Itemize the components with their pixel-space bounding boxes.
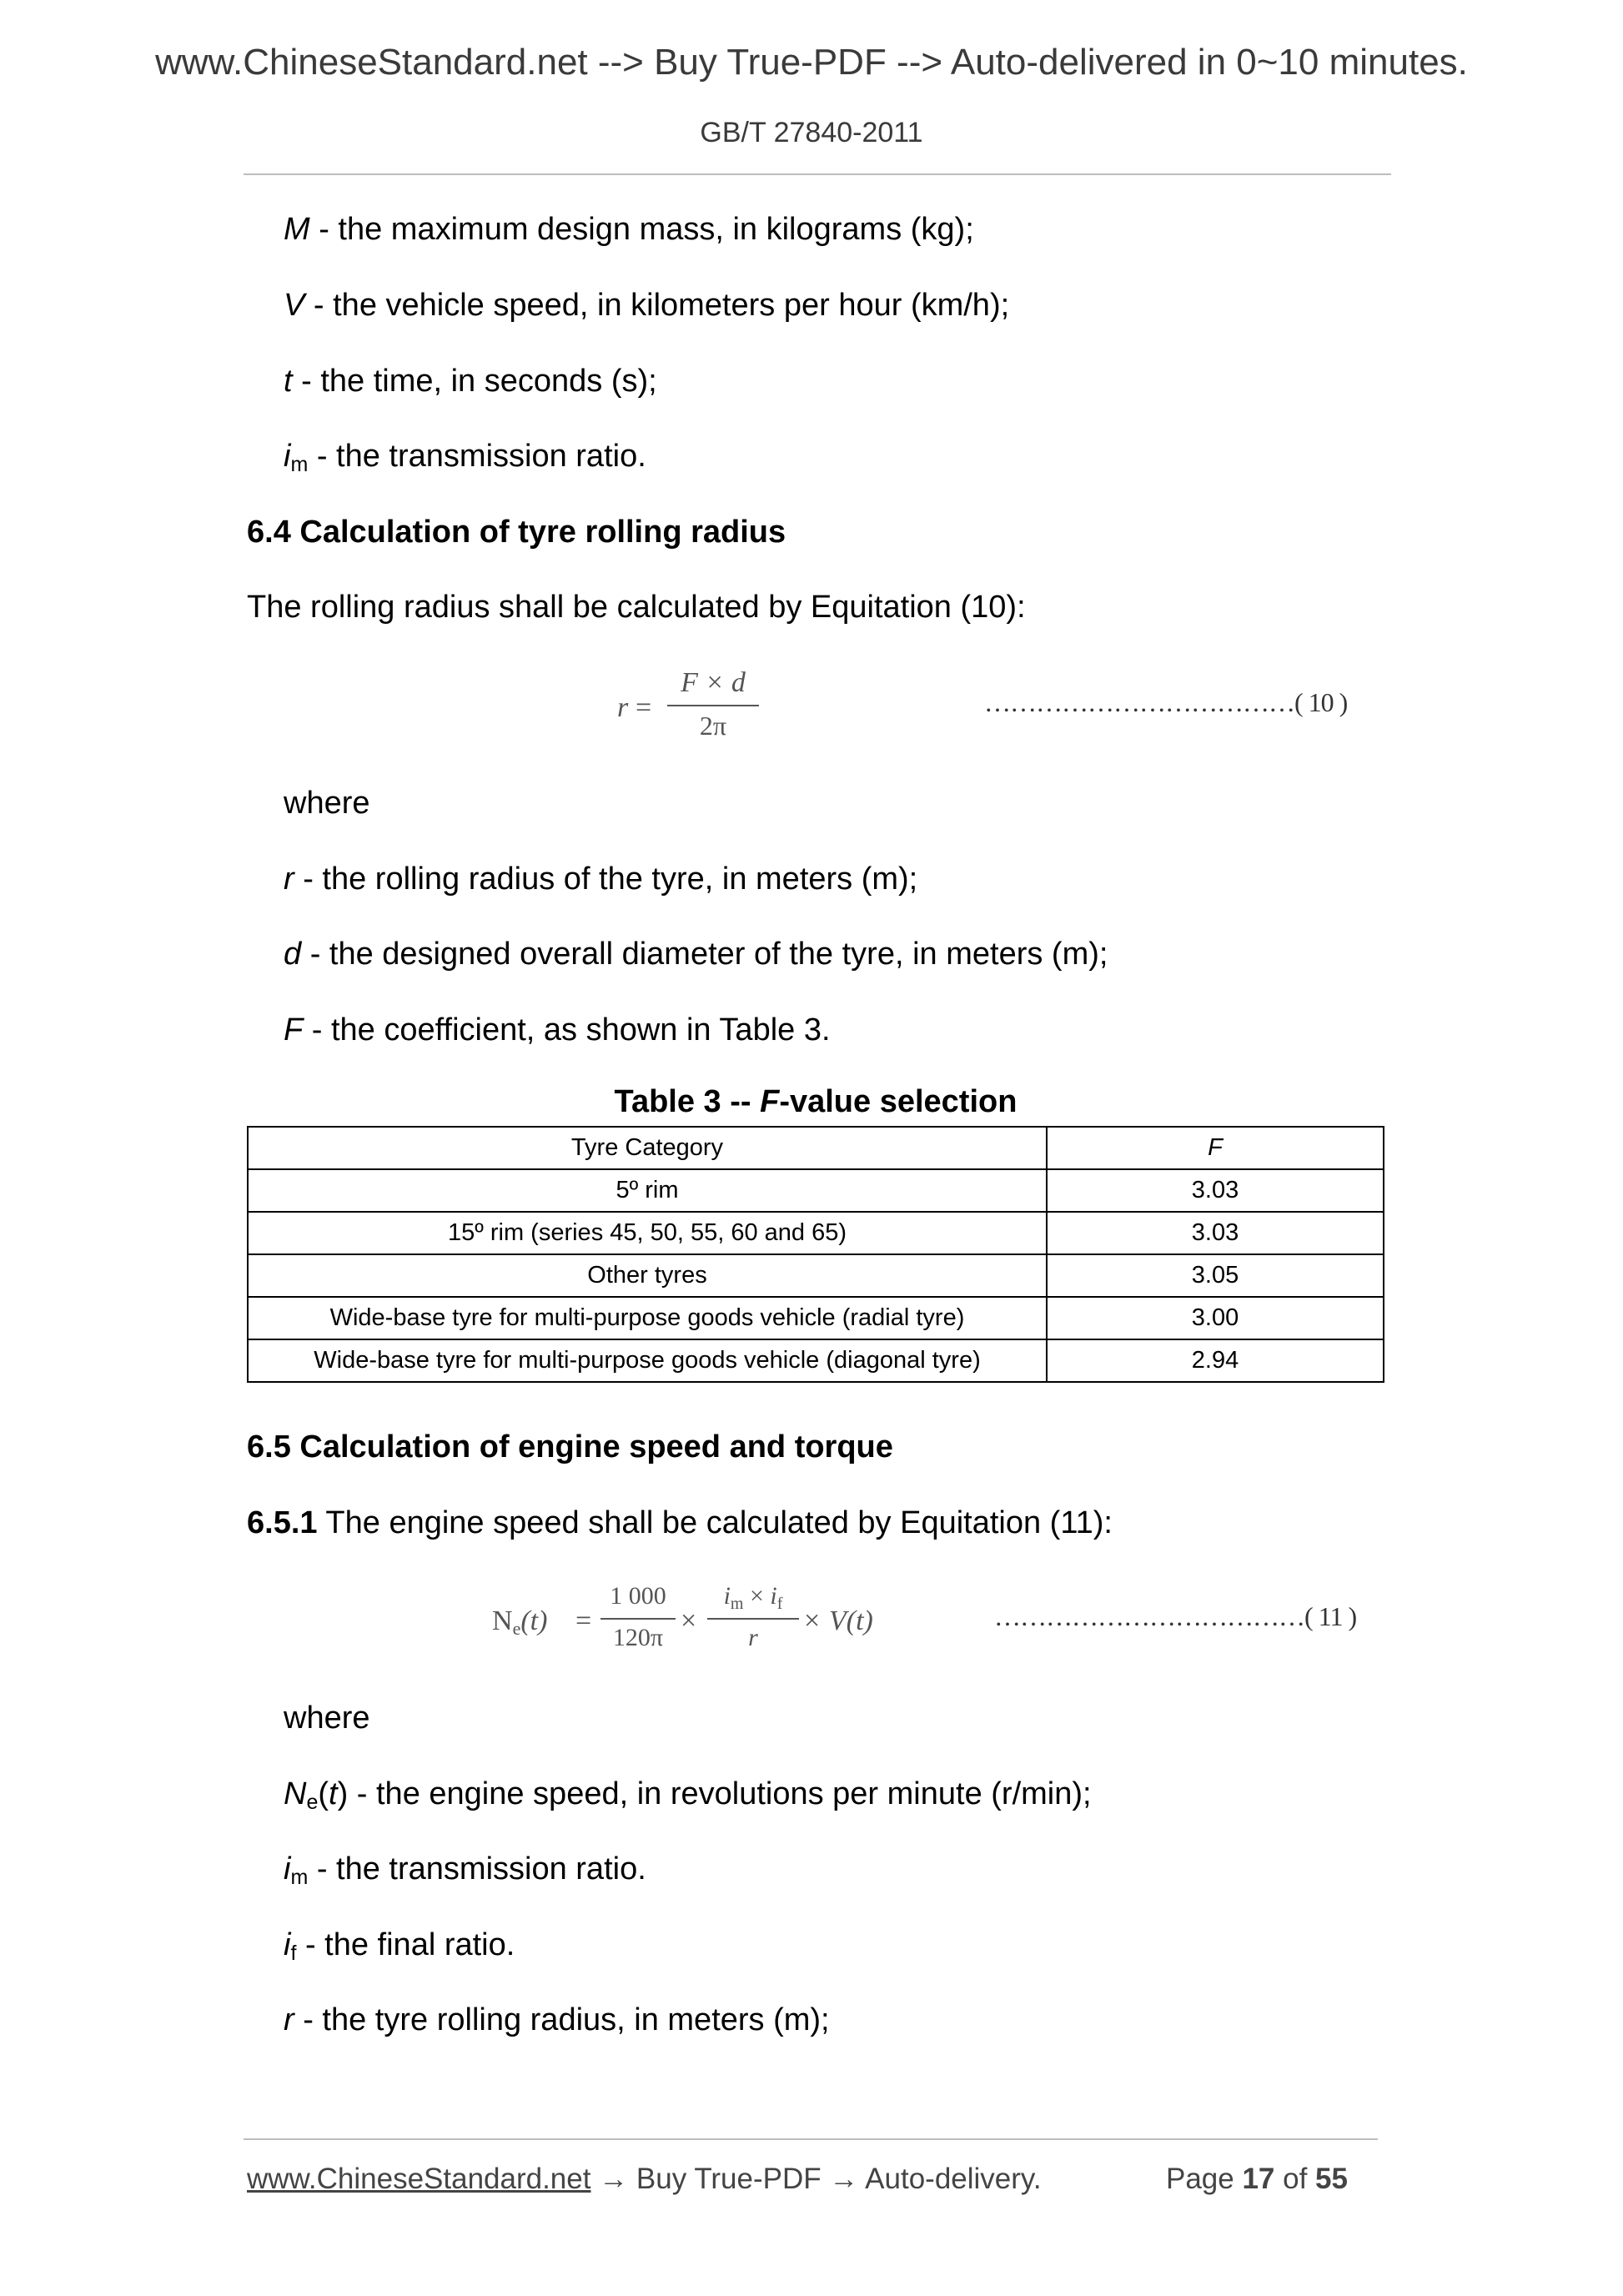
definition-text: - the transmission ratio.	[308, 439, 646, 474]
footer-link[interactable]: www.ChineseStandard.net	[247, 2163, 591, 2195]
subscript: m	[290, 1866, 309, 1889]
definition-M	[284, 212, 974, 248]
arg-close: )	[337, 1776, 349, 1811]
header-tyre-category: Tyre Category	[248, 1127, 1047, 1169]
cell-f: 2.94	[1047, 1339, 1384, 1382]
subsection-number: 6.5.1	[247, 1505, 318, 1540]
cell-category: Other tyres	[248, 1254, 1047, 1297]
symbol: r	[284, 862, 294, 897]
footer-left	[247, 2163, 1042, 2196]
where-label: where	[284, 786, 370, 821]
footer-text: → Buy True-PDF → Auto-delivery.	[590, 2163, 1042, 2195]
eq-times-1: ×	[681, 1605, 697, 1636]
definition-if	[284, 1927, 515, 1963]
section-6-5-heading: 6.5 Calculation of engine speed and torque	[247, 1429, 893, 1465]
equation-10-leader	[984, 687, 1347, 718]
lhs-symbol: N	[492, 1605, 513, 1636]
definition-text: - the coefficient, as shown in Table 3.	[303, 1012, 831, 1048]
cell-f: 3.03	[1047, 1212, 1384, 1254]
leader-dots: ………………………………	[994, 1601, 1304, 1631]
section-6-5-1	[247, 1505, 1113, 1541]
arg-open: (	[318, 1776, 329, 1811]
num-b: i	[770, 1582, 777, 1610]
eq-times-2: ×	[804, 1605, 821, 1636]
definition-text: - the vehicle speed, in kilometers per hour (km/h);	[304, 288, 1010, 323]
definition-V	[284, 288, 1009, 324]
frac1-numerator: 1 000	[610, 1582, 666, 1610]
symbol: V	[284, 288, 305, 323]
symbol: d	[284, 937, 302, 972]
section-6-4-intro: The rolling radius shall be calculated by Equitation (10):	[247, 590, 1026, 625]
eq-equals: =	[575, 1605, 592, 1636]
header-divider	[244, 173, 1391, 175]
symbol: r	[284, 2002, 294, 2037]
subscript: m	[290, 453, 309, 476]
header-banner[interactable]: www.ChineseStandard.net --> Buy True-PDF --> Auto-delivered in 0~10 minutes.	[155, 42, 1468, 83]
subscript: e	[306, 1791, 319, 1814]
lhs-subscript: e	[512, 1618, 521, 1639]
equation-number: ( 10 )	[1294, 687, 1348, 717]
cell-category: Wide-base tyre for multi-purpose goods vehicle (radial tyre)	[248, 1297, 1047, 1339]
subscript: f	[290, 1942, 297, 1965]
page-label: Page	[1166, 2163, 1243, 2195]
table-row	[248, 1254, 1384, 1297]
equation-11	[492, 1580, 926, 1664]
table-row	[248, 1212, 1384, 1254]
header-f: F	[1047, 1127, 1384, 1169]
table-3	[247, 1126, 1384, 1383]
definition-text: - the transmission ratio.	[308, 1851, 646, 1887]
definition-text: - the time, in seconds (s);	[292, 364, 657, 399]
title-var: F	[760, 1084, 780, 1119]
symbol: t	[284, 364, 293, 399]
definition-text: - the engine speed, in revolutions per minute (r/min);	[348, 1776, 1092, 1811]
num-op: ×	[743, 1582, 771, 1610]
subsection-text: The engine speed shall be calculated by Equitation (11):	[317, 1505, 1113, 1540]
eq-denominator: 2π	[699, 711, 727, 741]
equation-11-leader	[994, 1601, 1356, 1632]
eq-tail: V(t)	[829, 1605, 873, 1636]
cell-category: 5º rim	[248, 1169, 1047, 1212]
section-6-4-heading: 6.4 Calculation of tyre rolling radius	[247, 515, 786, 550]
num-a-sub: m	[730, 1595, 744, 1613]
definition-text: - the final ratio.	[296, 1927, 515, 1962]
of-label: of	[1274, 2163, 1316, 2195]
frac2-numerator	[707, 1582, 799, 1613]
eq-lhs: r	[617, 692, 629, 723]
equation-number: ( 11 )	[1304, 1601, 1357, 1631]
definition-im	[284, 439, 646, 475]
eq-equals: =	[636, 692, 652, 723]
table-row	[248, 1297, 1384, 1339]
table-row	[248, 1339, 1384, 1382]
table-3-title	[247, 1084, 1384, 1120]
symbol: i	[284, 1851, 291, 1887]
definition-text: - the maximum design mass, in kilograms (kg);	[309, 212, 974, 247]
num-a: i	[723, 1582, 731, 1610]
cell-category: Wide-base tyre for multi-purpose goods vehicle (diagonal tyre)	[248, 1339, 1047, 1382]
symbol: N	[284, 1776, 307, 1811]
standard-number: GB/T 27840-2011	[700, 117, 923, 148]
where-label: where	[284, 1701, 370, 1736]
cell-category: 15º rim (series 45, 50, 55, 60 and 65)	[248, 1212, 1047, 1254]
frac2-denominator: r	[748, 1624, 758, 1651]
footer-divider	[244, 2138, 1378, 2140]
fraction-bar	[707, 1618, 799, 1620]
num-b-sub: f	[776, 1595, 783, 1613]
cell-f: 3.03	[1047, 1169, 1384, 1212]
fraction-bar	[667, 705, 759, 706]
definition-r	[284, 862, 917, 897]
arg: t	[329, 1776, 338, 1811]
frac1-denominator: 120π	[612, 1624, 664, 1651]
eq-numerator: F × d	[681, 667, 746, 698]
definition-im	[284, 1851, 646, 1887]
fraction-bar	[600, 1618, 676, 1620]
definition-d	[284, 937, 1108, 972]
definition-r	[284, 2002, 830, 2038]
equation-10	[617, 667, 759, 742]
symbol: F	[284, 1012, 304, 1048]
cell-f: 3.05	[1047, 1254, 1384, 1297]
table-header-row	[248, 1127, 1384, 1169]
title-prefix: Table 3 --	[614, 1084, 761, 1119]
symbol: M	[284, 212, 310, 247]
title-suffix: -value selection	[779, 1084, 1018, 1119]
symbol: i	[284, 1927, 291, 1962]
table-row	[248, 1169, 1384, 1212]
definition-text: - the tyre rolling radius, in meters (m);	[294, 2002, 830, 2037]
page-total: 55	[1315, 2163, 1348, 2195]
definition-F	[284, 1012, 831, 1048]
page-indicator	[1166, 2163, 1348, 2196]
leader-dots: ………………………………	[984, 687, 1294, 717]
definition-text: - the designed overall diameter of the tyre, in meters (m);	[301, 937, 1108, 972]
page-number: 17	[1242, 2163, 1275, 2195]
symbol: i	[284, 439, 291, 474]
definition-Ne	[284, 1776, 1092, 1812]
eq-lhs	[492, 1605, 547, 1637]
definition-t	[284, 364, 657, 399]
lhs-arg: (t)	[520, 1605, 548, 1636]
definition-text: - the rolling radius of the tyre, in meters (m);	[294, 862, 918, 897]
cell-f: 3.00	[1047, 1297, 1384, 1339]
